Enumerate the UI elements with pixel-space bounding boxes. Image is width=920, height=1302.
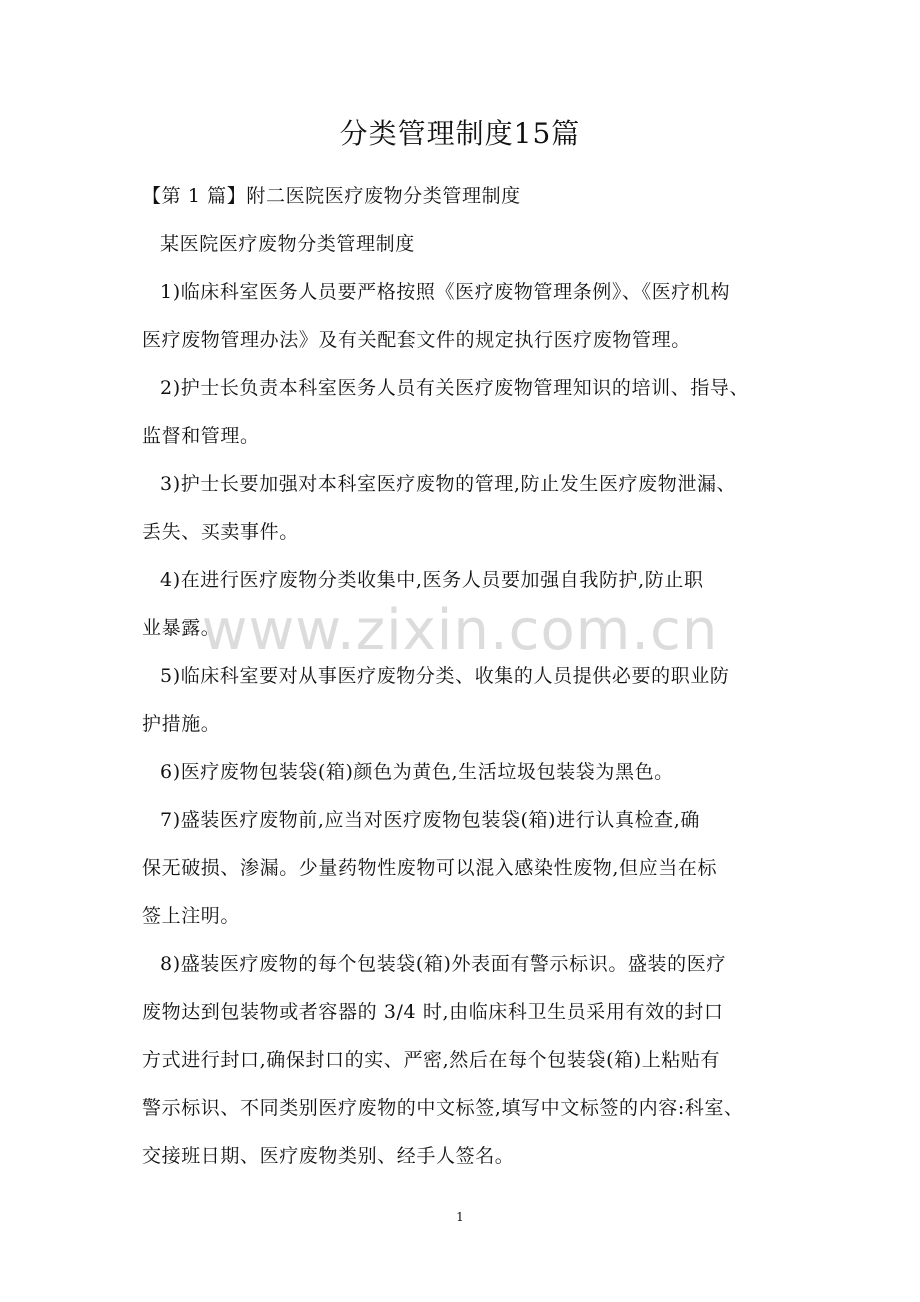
paragraph-line: 方式进行封口,确保封口的实、严密,然后在每个包装袋(箱)上粘贴有 [142, 1049, 721, 1071]
paragraph-line: 业暴露。 [142, 617, 221, 639]
paragraph-line: 保无破损、渗漏。少量药物性废物可以混入感染性废物,但应当在标 [142, 857, 718, 879]
document-title: 分类管理制度15篇 [339, 117, 581, 150]
paragraph-line: 交接班日期、医疗废物类别、经手人签名。 [142, 1145, 515, 1167]
paragraph-line: 1)临床科室医务人员要严格按照《医疗废物管理条例》、《医疗机构 [160, 281, 731, 303]
paragraph-line: 签上注明。 [142, 905, 241, 927]
paragraph-line: 某医院医疗废物分类管理制度 [160, 233, 415, 255]
paragraph-line: 2)护士长负责本科室医务人员有关医疗废物管理知识的培训、指导、 [160, 377, 750, 399]
chapter-heading: 【第 1 篇】附二医院医疗废物分类管理制度 [142, 185, 521, 207]
watermark: www.zixin.com.cn [201, 598, 719, 663]
paragraph-line: 丢失、买卖事件。 [142, 521, 299, 543]
paragraph-line: 警示标识、不同类别医疗废物的中文标签,填写中文标签的内容:科室、 [142, 1097, 744, 1119]
paragraph-line: 5)临床科室要对从事医疗废物分类、收集的人员提供必要的职业防 [160, 665, 730, 687]
paragraph-line: 废物达到包装物或者容器的 3/4 时,由临床科卫生员采用有效的封口 [142, 1001, 724, 1023]
paragraph-line: 8)盛装医疗废物的每个包装袋(箱)外表面有警示标识。盛装的医疗 [160, 953, 726, 975]
paragraph-line: 6)医疗废物包装袋(箱)颜色为黄色,生活垃圾包装袋为黑色。 [160, 761, 674, 783]
paragraph-line: 4)在进行医疗废物分类收集中,医务人员要加强自我防护,防止职 [160, 569, 704, 591]
paragraph-line: 医疗废物管理办法》及有关配套文件的规定执行医疗废物管理。 [142, 329, 691, 351]
paragraph-line: 护措施。 [142, 713, 221, 735]
paragraph-line: 7)盛装医疗废物前,应当对医疗废物包装袋(箱)进行认真检查,确 [160, 809, 701, 831]
page-number: 1 [456, 1210, 464, 1224]
paragraph-line: 3)护士长要加强对本科室医疗废物的管理,防止发生医疗废物泄漏、 [160, 473, 737, 495]
paragraph-line: 监督和管理。 [142, 425, 260, 447]
